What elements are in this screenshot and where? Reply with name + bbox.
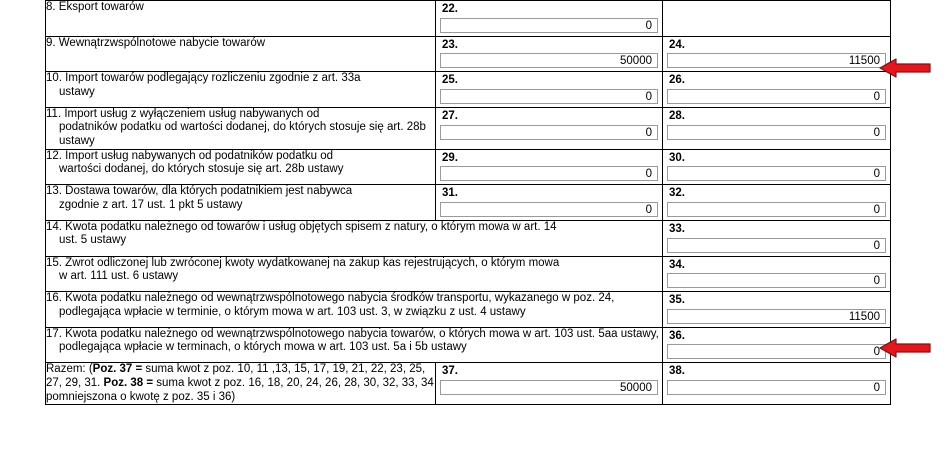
- table-row: [46, 327, 891, 363]
- field-number-25: 25.: [442, 74, 458, 87]
- field-cell-25[interactable]: [436, 72, 663, 108]
- table-row: [46, 36, 891, 72]
- field-cell-26[interactable]: [663, 72, 891, 108]
- row-description-cell: [46, 327, 663, 363]
- row-description-line1: 15. Zwrot odliczonej lub zwróconej kwoty wydatkowanej na zakup kas rejestrujących, o którym mowa: [46, 256, 560, 269]
- field-cell-31[interactable]: [436, 185, 663, 221]
- field-cell-22[interactable]: [436, 1, 663, 37]
- field-input-27[interactable]: 0: [440, 125, 658, 140]
- table-row: [46, 292, 891, 328]
- table-row: [46, 185, 891, 221]
- field-number-34: 34.: [669, 258, 685, 271]
- summary-description-cell: [46, 363, 436, 405]
- table-row: [46, 256, 891, 292]
- field-number-36: 36.: [669, 329, 685, 342]
- field-input-33[interactable]: 0: [667, 238, 886, 253]
- field-input-22[interactable]: 0: [440, 18, 658, 33]
- field-number-30: 30.: [669, 151, 685, 164]
- field-cell-38[interactable]: [663, 363, 891, 405]
- field-cell-empty-1: [663, 1, 891, 37]
- field-input-29[interactable]: 0: [440, 166, 658, 181]
- field-input-23[interactable]: 50000: [440, 53, 658, 68]
- row-description-line2: podlegająca wpłacie w terminie, o którym mowa w art. 103 ust. 3, w związku z ust. 4 ustawy: [59, 305, 526, 318]
- row-description-cell: [46, 292, 663, 328]
- arrow-pointing-to-field-24: [878, 57, 932, 79]
- field-number-26: 26.: [669, 74, 685, 87]
- table-body: [46, 1, 891, 405]
- summary-text-part3: suma kwot z poz. 16, 18, 20, 24, 26, 28, 30, 32, 33, 34 pomniejszona o kwotę z poz. 35 i 36): [46, 377, 434, 403]
- row-description-line1: 14. Kwota podatku należnego od towarów i usług objętych spisem z natury, o którym mowa w art. 14: [46, 220, 557, 233]
- table-row: [46, 1, 891, 37]
- row-description-cell: [46, 107, 436, 149]
- field-number-38: 38.: [669, 365, 685, 378]
- row-description-line2: wartości dodanej, do których stosuje się art. 28b ustawy: [59, 163, 344, 176]
- field-input-34[interactable]: 0: [667, 273, 886, 288]
- row-description-line2: w art. 111 ust. 6 ustawy: [59, 270, 179, 283]
- row-description-line1: 16. Kwota podatku należnego od wewnątrzwspólnotowego nabycia środków transportu, wykazanego w poz. 24,: [46, 292, 615, 305]
- field-cell-30[interactable]: [663, 149, 891, 185]
- table-row: [46, 220, 891, 256]
- row-description-cell: [46, 36, 436, 72]
- row-description-cell: [46, 185, 436, 221]
- row-description-line1: 17. Kwota podatku należnego od wewnątrzwspólnotowego nabycia towarów, o których mowa w art. 103 ust. 5aa ustawy,: [46, 327, 659, 340]
- arrow-pointing-to-field-35: [878, 337, 932, 359]
- field-input-32[interactable]: 0: [667, 202, 886, 217]
- field-number-23: 23.: [442, 38, 458, 51]
- field-number-29: 29.: [442, 151, 458, 164]
- field-number-32: 32.: [669, 187, 685, 200]
- field-cell-27[interactable]: [436, 107, 663, 149]
- field-cell-37[interactable]: [436, 363, 663, 405]
- field-number-24: 24.: [669, 38, 685, 51]
- row-description-line1: 11. Import usług z wyłączeniem usług nabywanych od: [46, 107, 320, 120]
- field-cell-36[interactable]: [663, 327, 891, 363]
- field-number-28: 28.: [669, 109, 685, 122]
- field-cell-23[interactable]: [436, 36, 663, 72]
- field-number-35: 35.: [669, 294, 685, 307]
- field-cell-28[interactable]: [663, 107, 891, 149]
- row-description-cell: [46, 1, 436, 37]
- row-description-line2: zgodnie z art. 17 ust. 1 pkt 5 ustawy: [59, 198, 243, 211]
- row-description-line1: 9. Wewnątrzwspólnotowe nabycie towarów: [46, 36, 266, 49]
- field-cell-32[interactable]: [663, 185, 891, 221]
- field-input-25[interactable]: 0: [440, 89, 658, 104]
- row-description-line1: 12. Import usług nabywanych od podatników podatku od: [46, 149, 334, 162]
- row-description-cell: [46, 256, 663, 292]
- summary-text-bold2: Poz. 38 =: [103, 377, 154, 390]
- row-description-cell: [46, 72, 436, 108]
- field-number-31: 31.: [442, 187, 458, 200]
- field-input-36[interactable]: 0: [667, 344, 886, 359]
- row-description-line2: podlegająca wpłacie w terminach, o których mowa w art. 103 ust. 5a i 5b ustawy: [59, 341, 467, 354]
- field-number-22: 22.: [442, 3, 458, 15]
- field-input-38[interactable]: 0: [667, 380, 886, 395]
- field-input-24[interactable]: 11500: [667, 53, 886, 68]
- field-input-26[interactable]: 0: [667, 89, 886, 104]
- row-description-line1: 13. Dostawa towarów, dla których podatnikiem jest nabywca: [46, 185, 353, 198]
- summary-text-part1: Razem: (: [46, 363, 93, 376]
- field-cell-34[interactable]: [663, 256, 891, 292]
- field-cell-24[interactable]: [663, 36, 891, 72]
- table-row: [46, 149, 891, 185]
- table-row-summary: [46, 363, 891, 405]
- row-description-cell: [46, 149, 436, 185]
- field-input-37[interactable]: 50000: [440, 380, 658, 395]
- summary-text-bold1: Poz. 37 =: [92, 363, 143, 376]
- summary-text-part2: suma kwot z poz. 10, 11 ,13, 15, 17, 19, 21, 22, 23, 25, 27, 29, 31.: [46, 363, 426, 390]
- table-row: [46, 107, 891, 149]
- field-input-31[interactable]: 0: [440, 202, 658, 217]
- row-description-line1: 10. Import towarów podlegający rozliczeniu zgodnie z art. 33a: [46, 72, 361, 85]
- field-cell-35[interactable]: [663, 292, 891, 328]
- field-input-28[interactable]: 0: [667, 125, 886, 140]
- row-description-line2: ustawy: [59, 85, 95, 98]
- field-number-27: 27.: [442, 109, 458, 122]
- field-input-30[interactable]: 0: [667, 166, 886, 181]
- row-description-line1: 8. Eksport towarów: [46, 1, 144, 13]
- row-description-cell: [46, 220, 663, 256]
- field-number-37: 37.: [442, 365, 458, 378]
- field-number-33: 33.: [669, 222, 685, 235]
- field-cell-29[interactable]: [436, 149, 663, 185]
- field-cell-33[interactable]: [663, 220, 891, 256]
- table-row: [46, 72, 891, 108]
- field-input-35[interactable]: 11500: [667, 309, 886, 324]
- row-description-line2: podatników podatku od wartości dodanej, do których stosuje się art. 28b ustawy: [59, 121, 426, 148]
- row-description-line2: ust. 5 ustawy: [59, 234, 127, 247]
- vat-form-table: [45, 0, 891, 405]
